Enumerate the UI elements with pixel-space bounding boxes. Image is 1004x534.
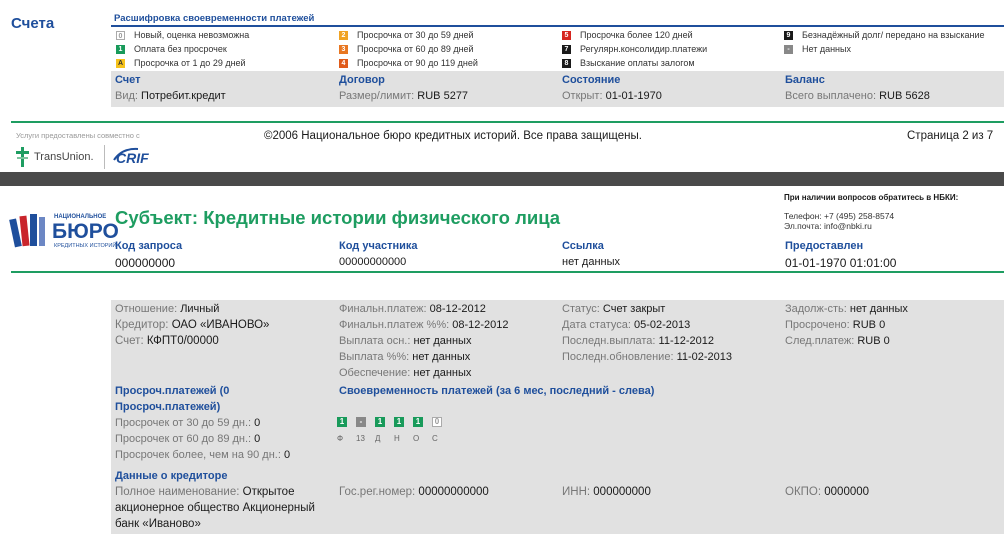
debt-row	[785, 303, 908, 315]
paid-pct-label: Выплата %%:	[339, 351, 410, 363]
report-page-subject	[0, 186, 1004, 534]
overdue-60-label: Просрочек от 60 до 89 дн.:	[115, 433, 252, 445]
account-type	[115, 90, 226, 102]
timeliness-code: 0	[432, 417, 442, 427]
legend-item-new	[116, 30, 249, 40]
timeliness-codes	[337, 417, 442, 427]
timeliness-month: С	[432, 434, 438, 443]
timeliness-code: 1	[375, 417, 385, 427]
legend-title: Расшифровка своевременности платежей	[114, 13, 315, 24]
okpo-label: ОКПО:	[785, 486, 822, 498]
legend-item-delay-30-59	[339, 30, 474, 40]
timeliness-code: 1	[337, 417, 347, 427]
status-value: Счет закрыт	[602, 303, 666, 315]
legend-code: 7	[562, 45, 571, 54]
relation-label: Отношение:	[115, 303, 178, 315]
legend-label: Просрочка более 120 дней	[580, 30, 693, 40]
relation-row	[115, 303, 219, 315]
crif-wordmark: CRIF	[116, 150, 149, 166]
legend-code: A	[117, 59, 124, 67]
legend-item-delay-60-89	[339, 44, 474, 54]
legend-code: -	[784, 45, 793, 54]
overdue-60-row	[115, 433, 260, 445]
legend-item-bad-debt	[784, 30, 984, 40]
debt-value: нет данных	[849, 303, 908, 315]
contract-header: Договор	[339, 74, 385, 86]
status-label: Статус:	[562, 303, 600, 315]
nbki-logo-icon	[12, 211, 119, 251]
balance-paid-label: Всего выплачено:	[785, 90, 876, 102]
request-code-value: 000000000	[115, 256, 176, 270]
logo-divider	[104, 145, 105, 169]
next-payment-label: След.платеж:	[785, 335, 855, 347]
legend-item-delay-90-119	[339, 58, 478, 68]
contract-limit	[339, 90, 468, 102]
creditor-fullname-label: Полное наименование:	[115, 486, 240, 498]
overdue-value: RUB 0	[852, 319, 886, 331]
legend-item-delay-120	[562, 30, 693, 40]
footer-divider	[11, 121, 1004, 123]
legend-item-consolidated	[562, 44, 707, 54]
ogrn-row	[339, 486, 489, 498]
relation-value: Личный	[180, 303, 220, 315]
final-payment-pct-label: Финальн.платеж %%:	[339, 319, 450, 331]
contract-limit-value: RUB 5277	[417, 90, 469, 102]
balance-paid	[785, 90, 930, 102]
paid-main-row	[339, 335, 471, 347]
legend-code: 5	[562, 31, 571, 40]
creditor-fullname-line2: акционерное общество Акционерный	[115, 502, 315, 514]
timeliness-header: Своевременность платежей (за 6 мес, последний - слева)	[339, 385, 655, 397]
contact-email: Эл.почта: info@nbki.ru	[784, 221, 872, 231]
last-update-row	[562, 351, 732, 363]
nbki-logo-line2: БЮРО	[52, 220, 119, 243]
legend-code: 9	[784, 31, 793, 40]
timeliness-month: Н	[394, 434, 400, 443]
request-code-header: Код запроса	[115, 240, 183, 252]
final-payment-pct-value: 08-12-2012	[452, 319, 509, 331]
legend-code: 2	[339, 31, 348, 40]
contact-phone: Телефон: +7 (495) 258-8574	[784, 211, 895, 221]
creditor-row	[115, 319, 269, 331]
account-value: КФПТ0/00000	[146, 335, 219, 347]
crif-mark-icon	[112, 146, 176, 166]
creditor-fullname-row	[115, 486, 294, 498]
paid-pct-row	[339, 351, 470, 363]
overdue-90-row	[115, 449, 290, 461]
status-date-value: 05-02-2013	[633, 319, 691, 331]
legend-label: Нет данных	[802, 44, 851, 54]
crif-logo	[112, 146, 176, 171]
final-payment-pct-row	[339, 319, 509, 331]
legend-item-collateral	[562, 58, 695, 68]
inn-row	[562, 486, 651, 498]
collateral-value: нет данных	[413, 367, 472, 379]
ogrn-label: Гос.рег.номер:	[339, 486, 416, 498]
section-title-accounts: Счета	[11, 15, 55, 32]
header-divider	[11, 271, 1004, 273]
paid-main-value: нет данных	[413, 335, 472, 347]
account-row	[115, 335, 219, 347]
creditor-fullname-line3: банк «Иваново»	[115, 518, 201, 530]
member-code-header: Код участника	[339, 240, 418, 252]
collateral-row	[339, 367, 471, 379]
legend-label: Регулярн.консолидир.платежи	[580, 44, 708, 54]
nbki-logo-line1: НАЦИОНАЛЬНОЕ	[54, 214, 107, 220]
transunion-mark-icon	[16, 147, 30, 167]
status-row	[562, 303, 665, 315]
overdue-30-label: Просрочек от 30 до 59 дн.:	[115, 417, 252, 429]
reference-header: Ссылка	[562, 240, 604, 252]
legend-label: Оплата без просрочек	[134, 44, 227, 54]
status-date-label: Дата статуса:	[562, 319, 631, 331]
status-date-row	[562, 319, 690, 331]
overdue-block-header-1: Просроч.платежей (0	[115, 385, 230, 397]
overdue-90-value: 0	[283, 449, 291, 461]
timeliness-month: Ф	[337, 434, 344, 443]
account-opened-value: 01-01-1970	[605, 90, 662, 102]
transunion-logo	[16, 147, 94, 167]
final-payment-value: 08-12-2012	[429, 303, 486, 315]
paid-main-label: Выплата осн.:	[339, 335, 411, 347]
legend-label: Взыскание оплаты залогом	[580, 58, 695, 68]
reference-value: нет данных	[562, 256, 621, 268]
creditor-value: ОАО «ИВАНОВО»	[171, 319, 270, 331]
overdue-label: Просрочено:	[785, 319, 850, 331]
overdue-30-row	[115, 417, 260, 429]
creditor-label: Кредитор:	[115, 319, 169, 331]
last-payment-value: 11-12-2012	[658, 335, 714, 347]
okpo-value: 0000000	[824, 486, 870, 498]
overdue-30-value: 0	[254, 417, 261, 429]
next-payment-value: RUB 0	[857, 335, 890, 347]
next-payment-row	[785, 335, 890, 347]
final-payment-label: Финальн.платеж:	[339, 303, 427, 315]
provided-value: 01-01-1970 01:01:00	[785, 256, 897, 270]
last-payment-label: Последн.выплата:	[562, 335, 656, 347]
timeliness-code: -	[356, 417, 366, 427]
nbki-logo-line3: КРЕДИТНЫХ ИСТОРИЙ	[54, 243, 117, 249]
last-update-value: 11-02-2013	[676, 351, 733, 363]
legend-divider	[111, 25, 1004, 27]
contact-header: При наличии вопросов обратитесь в НБКИ:	[784, 193, 959, 202]
legend-item-delay-1-29	[116, 58, 246, 68]
collateral-label: Обеспечение:	[339, 367, 411, 379]
debt-label: Задолж-сть:	[785, 303, 847, 315]
legend-item-no-delay	[116, 44, 227, 54]
overdue-90-label: Просрочек более, чем на 90 дн.:	[115, 449, 281, 461]
ogrn-value: 00000000000	[418, 486, 489, 498]
legend-code: 1	[116, 45, 125, 54]
contract-limit-label: Размер/лимит:	[339, 90, 415, 102]
overdue-60-value: 0	[254, 433, 261, 445]
overdue-block-header-2: Просроч.платежей)	[115, 401, 221, 413]
inn-value: 000000000	[593, 486, 651, 498]
legend-code: 4	[339, 59, 348, 68]
paid-pct-value: нет данных	[412, 351, 471, 363]
legend-code: 0	[116, 31, 125, 40]
balance-paid-value: RUB 5628	[879, 90, 930, 102]
account-type-label: Вид:	[115, 90, 138, 102]
nbki-logo	[12, 211, 119, 256]
legend-label: Просрочка от 90 до 119 дней	[357, 58, 478, 68]
provided-header: Предоставлен	[785, 240, 864, 252]
legend-label: Просрочка от 60 до 89 дней	[357, 44, 474, 54]
account-header: Счет	[115, 74, 141, 86]
account-opened-label: Открыт:	[562, 90, 603, 102]
inn-label: ИНН:	[562, 486, 591, 498]
balance-header: Баланс	[785, 74, 825, 86]
timeliness-code: 1	[413, 417, 423, 427]
legend-label: Безнадёжный долг/ передано на взыскание	[802, 30, 985, 40]
member-code-value: 00000000000	[339, 256, 407, 268]
account-type-value: Потребит.кредит	[141, 90, 226, 102]
timeliness-month: О	[413, 434, 420, 443]
services-note: Услуги предоставлены совместно с	[16, 131, 140, 140]
last-payment-row	[562, 335, 714, 347]
overdue-row	[785, 319, 885, 331]
legend-label: Просрочка от 30 до 59 дней	[357, 30, 474, 40]
timeliness-month: 13	[356, 434, 365, 443]
legend-code: 3	[339, 45, 348, 54]
timeliness-month: Д	[375, 434, 381, 443]
timeliness-months	[337, 434, 451, 443]
legend-label: Просрочка от 1 до 29 дней	[134, 58, 246, 68]
copyright-text: ©2006 Национальное бюро кредитных историй. Все права защищены.	[264, 130, 642, 142]
account-label: Счет:	[115, 335, 144, 347]
page-separator	[0, 172, 1004, 186]
legend-item-no-data	[784, 44, 851, 54]
page-title: Субъект: Кредитные истории физического лица	[115, 207, 561, 228]
creditor-data-header: Данные о кредиторе	[115, 470, 228, 482]
page-number: Страница 2 из 7	[907, 130, 994, 142]
legend-label: Новый, оценка невозможна	[134, 30, 250, 40]
okpo-row	[785, 486, 869, 498]
last-update-label: Последн.обновление:	[562, 351, 674, 363]
final-payment-row	[339, 303, 486, 315]
state-header: Состояние	[562, 74, 621, 86]
creditor-fullname-line1: Открытое	[242, 486, 295, 498]
transunion-wordmark: TransUnion.	[34, 151, 94, 163]
timeliness-code: 1	[394, 417, 404, 427]
legend-code: 8	[562, 59, 571, 68]
account-opened	[562, 90, 662, 102]
report-page-accounts	[0, 0, 1004, 172]
